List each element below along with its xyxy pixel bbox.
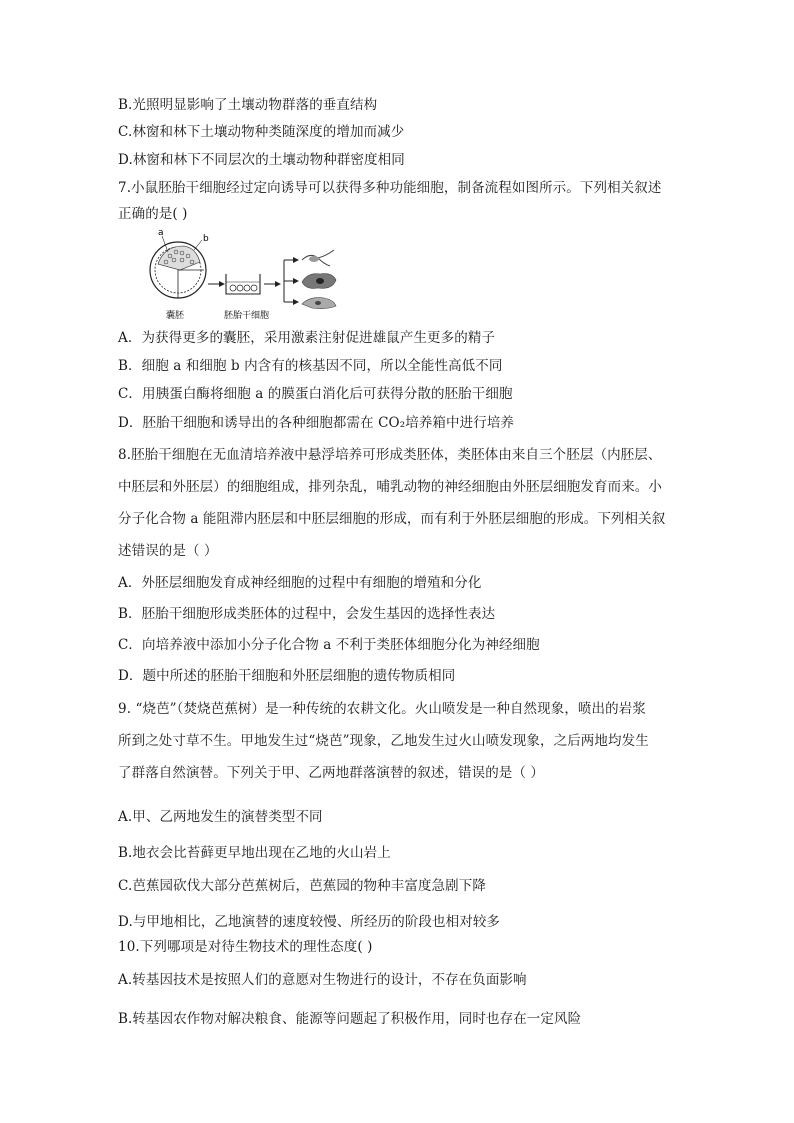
q10-option-b: B.转基因农作物对解决粮食、能源等问题起了积极作用，同时也存在一定风险 — [118, 1011, 582, 1027]
q8-option-b: B．胚胎干细胞形成类胚体的过程中，会发生基因的选择性表达 — [118, 606, 496, 622]
label-b: b — [203, 234, 209, 244]
q9-stem-line3: 了群落自然演替。下列关于甲、乙两地群落演替的叙述，错误的是（ ） — [118, 765, 544, 781]
q9-option-a: A.甲、乙两地发生的演替类型不同 — [118, 809, 323, 825]
caption-es-cells: 胚胎干细胞 — [224, 311, 270, 321]
q9-option-d: D.与甲地相比，乙地演替的速度较慢、所经历的阶段也相对较多 — [118, 914, 501, 930]
q7-option-d: D．胚胎干细胞和诱导出的各种细胞都需在 CO₂培养箱中进行培养 — [118, 415, 515, 431]
q7-option-a: A．为获得更多的囊胚，采用激素注射促进雄鼠产生更多的精子 — [118, 330, 496, 346]
q7-option-c: C．用胰蛋白酶将细胞 a 的膜蛋白消化后可获得分散的胚胎干细胞 — [118, 386, 513, 402]
q8-stem-line1: 8.胚胎干细胞在无血清培养液中悬浮培养可形成类胚体，类胚体由来自三个胚层（内胚层、 — [118, 447, 662, 463]
embryo-culture-diagram — [140, 226, 380, 322]
q9-stem-line2: 所到之处寸草不生。甲地发生过“烧芭”现象，乙地发生过火山喷发现象，之后两地均发生 — [118, 733, 649, 749]
caption-blastocyst: 囊胚 — [166, 311, 185, 321]
blastocyst-icon — [150, 242, 206, 298]
q7-stem-line2: 正确的是( ) — [118, 206, 188, 222]
fibroblast-cell-icon — [302, 298, 336, 309]
q8-option-d: D．题中所述的胚胎干细胞和外胚层细胞的遗传物质相同 — [118, 668, 456, 684]
q9-stem-line1: 9. “烧芭”（焚烧芭蕉树）是一种传统的农耕文化。火山喷发是一种自然现象，喷出的岩浆 — [118, 701, 646, 717]
q8-stem-line3: 分子化合物 a 能阻滞内胚层和中胚层细胞的形成，而有利于外胚层细胞的形成。下列相关叙 — [118, 511, 666, 527]
q8-stem-line4: 述错误的是（ ） — [118, 543, 218, 559]
q8-stem-line2: 中胚层和外胚层）的细胞组成，排列杂乱，哺乳动物的神经细胞由外胚层细胞发育而来。小 — [118, 479, 662, 495]
q8-option-a: A．外胚层细胞发育成神经细胞的过程中有细胞的增殖和分化 — [118, 575, 482, 591]
q10-option-a: A.转基因技术是按照人们的意愿对生物进行的设计，不存在负面影响 — [118, 972, 527, 988]
neuron-cell-icon — [302, 250, 334, 266]
q9-option-b: B.地衣会比苔藓更早地出现在乙地的火山岩上 — [118, 845, 391, 861]
q8-option-c: C．向培养液中添加小分子化合物 a 不利于类胚体细胞分化为神经细胞 — [118, 637, 540, 653]
q6-option-d: D.林窗和林下不同层次的土壤动物种群密度相同 — [118, 152, 405, 168]
q6-option-b: B.光照明显影响了土壤动物群落的垂直结构 — [118, 97, 378, 113]
q7-option-b: B．细胞 a 和细胞 b 内含有的核基因不同，所以全能性高低不同 — [118, 358, 503, 374]
culture-dish-icon — [226, 274, 260, 294]
q10-stem: 10.下列哪项是对待生物技术的理性态度( ) — [118, 939, 373, 955]
q7-stem-line1: 7.小鼠胚胎干细胞经过定向诱导可以获得多种功能细胞，制备流程如图所示。下列相关叙述 — [118, 180, 662, 196]
muscle-cell-icon — [302, 274, 336, 289]
label-a: a — [158, 228, 164, 238]
q6-option-c: C.林窗和林下土壤动物种类随深度的增加而减少 — [118, 124, 405, 140]
q7-figure — [140, 226, 380, 322]
q9-option-c: C.芭蕉园砍伐大部分芭蕉树后，芭蕉园的物种丰富度急剧下降 — [118, 878, 486, 894]
